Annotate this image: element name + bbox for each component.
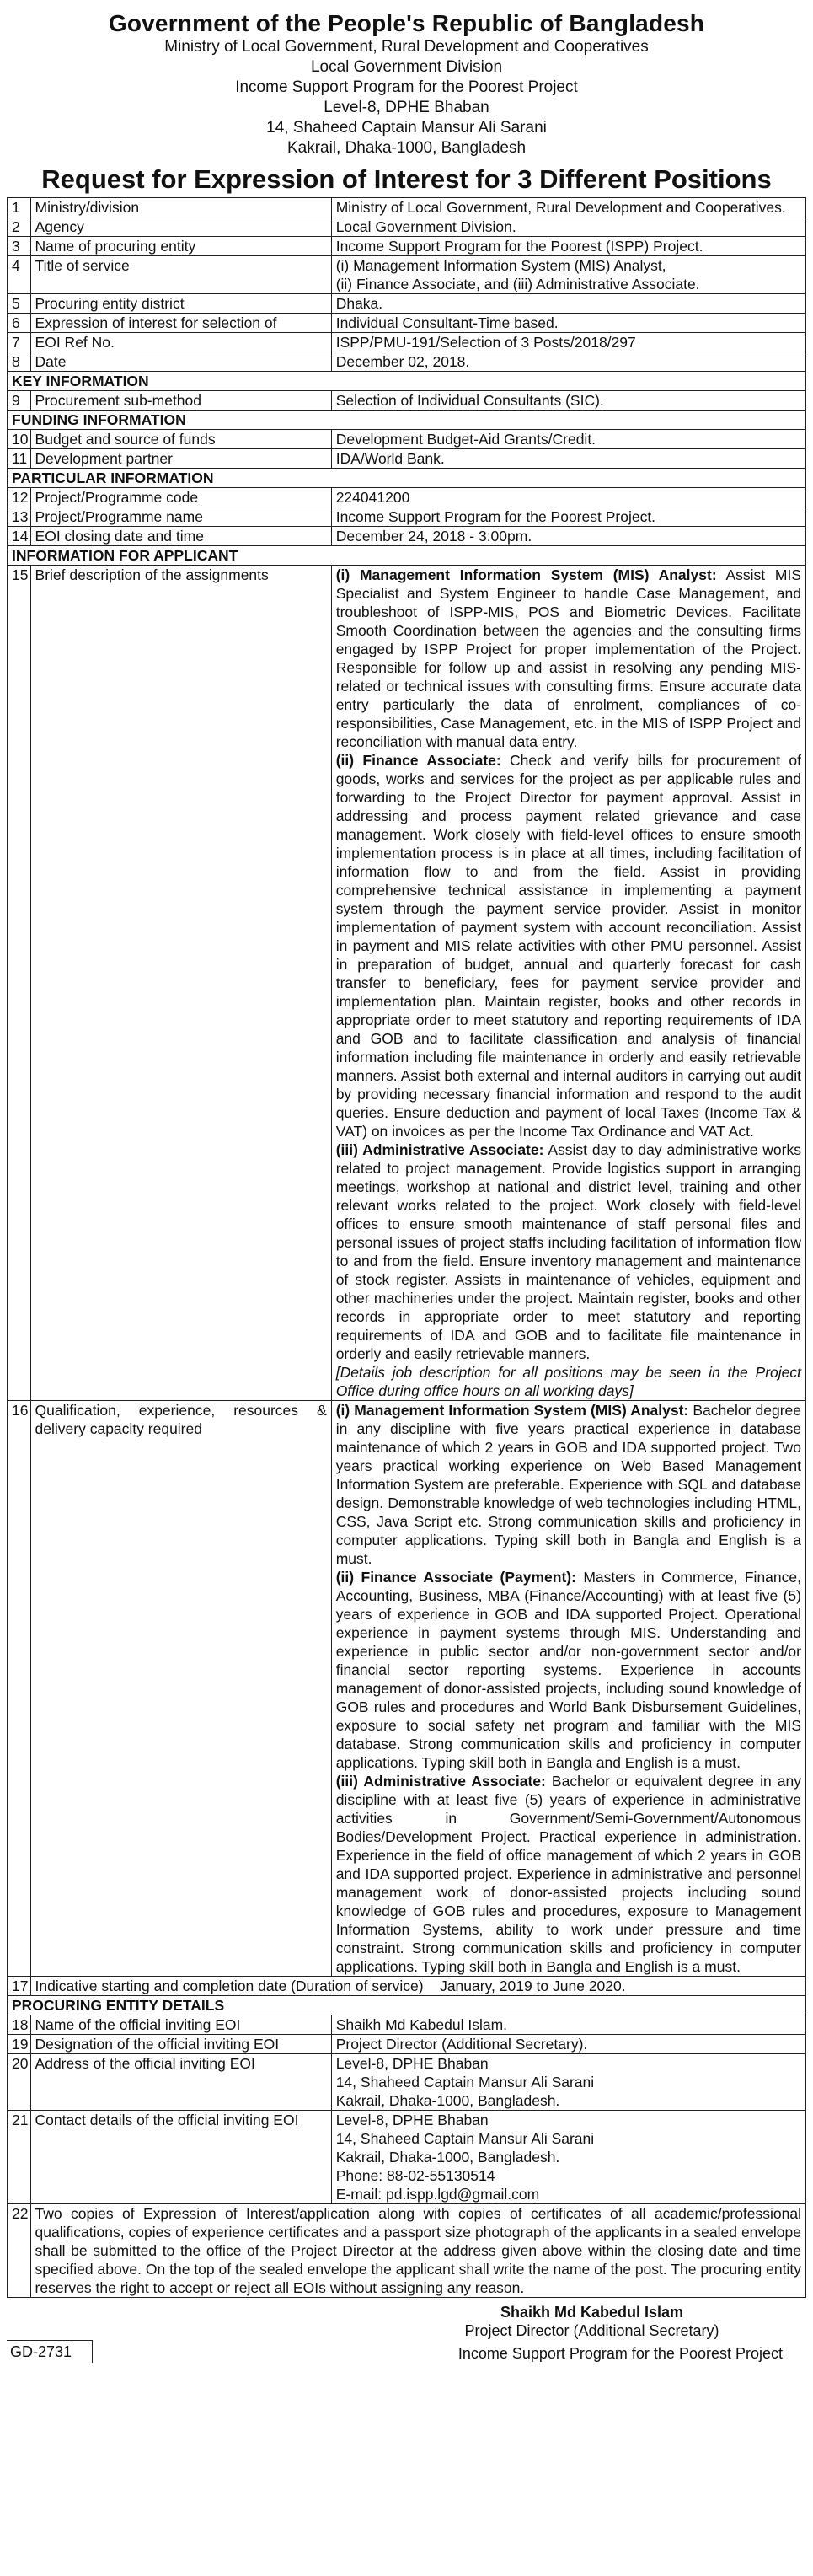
table-row <box>8 314 806 333</box>
ministry-line: Ministry of Local Government, Rural Development and Cooperatives <box>164 38 649 56</box>
row-value: 224041200 <box>331 488 805 507</box>
header <box>7 10 806 196</box>
row-value: Income Support Program for the Poorest (ISPP) Project. <box>331 237 805 256</box>
row-value: Shaikh Md Kabedul Islam. <box>331 2015 805 2035</box>
finance-associate-heading: (ii) Finance Associate (Payment): <box>335 1569 576 1586</box>
address-line: Kakrail, Dhaka-1000, Bangladesh. <box>335 2092 560 2109</box>
row-number: 2 <box>8 217 31 237</box>
row-label: Address of the official inviting EOI <box>30 2054 331 2111</box>
table-row <box>8 198 806 217</box>
project-line: Income Support Program for the Poorest Project <box>235 78 578 96</box>
signatory-project: Income Support Program for the Poorest Project <box>457 2345 783 2362</box>
section-header-row <box>8 546 806 566</box>
row-label: Brief description of the assignments <box>30 566 331 1401</box>
section-header-row <box>8 411 806 430</box>
table-row <box>8 237 806 256</box>
administrative-associate-qualification <box>336 1772 801 1976</box>
row-number: 21 <box>8 2111 31 2204</box>
service-title-line-2: (ii) Finance Associate, and (iii) Administrative Associate. <box>335 276 700 292</box>
row-label: Designation of the official inviting EOI <box>30 2035 331 2054</box>
mis-analyst-text: Bachelor degree in any discipline with five years practical experience in database maintenance of which 2 years in GOB and IDA supported project. Two years practical working experience on Web Based Management Information System are preferable. Experience with SQL and database design. Demonstrable knowledge of web technologies including HTML, CSS, Java Script etc. Strong communication skills and proficiency in computer applications. Typing skill both in Bangla and English is a must. <box>335 1402 801 1567</box>
section-information-for-applicant: INFORMATION FOR APPLICANT <box>8 546 806 566</box>
mis-analyst-text: Assist MIS Specialist and System Engineer to handle Case Management, and troubleshoot of ISPP-MIS, POS and Biometric Devices. Facilitate Smooth Coordination between the agencies and the consulting firms engaged by ISPP Project for proper implementation of the Project. Responsible for follow up and assist in resolving any pending MIS-related or technical issues with consulting firms. Ensure accurate data entry particularly the data of enrolment, compliances of co-responsibilities, Case Management, etc. in the MIS of ISPP Project and reconciliation with manual data entry. <box>335 566 801 750</box>
row-value: Ministry of Local Government, Rural Development and Cooperatives. <box>331 198 805 217</box>
table-row <box>8 391 806 411</box>
eoi-table <box>7 197 806 2298</box>
row-number: 11 <box>8 449 31 469</box>
row-number: 6 <box>8 314 31 333</box>
row-label: EOI closing date and time <box>30 527 331 546</box>
assignment-descriptions <box>331 566 805 1401</box>
row-label: Project/Programme name <box>30 507 331 527</box>
row-number: 13 <box>8 507 31 527</box>
signatory-designation: Project Director (Additional Secretary) <box>464 2322 719 2339</box>
address-line: 14, Shaheed Captain Mansur Ali Sarani <box>335 2074 595 2090</box>
row-label: Ministry/division <box>30 198 331 217</box>
row-label: Indicative starting and completion date (Duration of service) <box>35 1978 424 1994</box>
row-label: Development partner <box>30 449 331 469</box>
row-label: Qualification, experience, resources & delivery capacity required <box>30 1401 331 1977</box>
row-label: Expression of interest for selection of <box>30 314 331 333</box>
row-number: 5 <box>8 294 31 314</box>
row-number: 19 <box>8 2035 31 2054</box>
table-row <box>8 256 806 294</box>
page-title: Request for Expression of Interest for 3 Different Positions <box>41 164 772 194</box>
section-header-row <box>8 372 806 391</box>
row-value: Dhaka. <box>331 294 805 314</box>
table-row <box>8 1401 806 1977</box>
row-label: Procurement sub-method <box>30 391 331 411</box>
row-value: December 02, 2018. <box>331 352 805 372</box>
mis-analyst-heading: (i) Management Information System (MIS) Analyst: <box>335 566 717 583</box>
row-value: December 24, 2018 - 3:00pm. <box>331 527 805 546</box>
section-header-row <box>8 1996 806 2015</box>
administrative-associate-description <box>336 1140 801 1363</box>
row-number: 17 <box>8 1977 31 1996</box>
row-value: Project Director (Additional Secretary). <box>331 2035 805 2054</box>
service-title-line-1: (i) Management Information System (MIS) Analyst, <box>335 257 666 274</box>
row-number: 18 <box>8 2015 31 2035</box>
table-row <box>8 430 806 449</box>
section-header-row <box>8 469 806 488</box>
address-line: Kakrail, Dhaka-1000, Bangladesh. <box>335 2149 560 2165</box>
row-label: Name of the official inviting EOI <box>30 2015 331 2035</box>
duration-cell <box>30 1977 805 1996</box>
row-value: IDA/World Bank. <box>331 449 805 469</box>
row-number: 1 <box>8 198 31 217</box>
mis-analyst-qualification <box>336 1401 801 1568</box>
administrative-associate-text: Assist day to day administrative works related to project management. Provide logistics support in arranging meetings, workshop at national and district level, training and other relevant works related to the project. Work closely with field-level offices to ensure smooth maintenance of staff personal files and personal issues of project staffs including facilitation of information flow to and from the field. Ensure inventory management and maintenance of stock register. Assists in maintenance of vehicles, equipment and other machineries under the project. Maintain register, books and other records in appropriate order to meet statutory and reporting requirements of IDA and GOB and to facilitate file maintenance in orderly and easily retrievable manners. <box>335 1141 801 1362</box>
email-line: E-mail: pd.ispp.lgd@gmail.com <box>335 2186 540 2203</box>
official-contact <box>331 2111 805 2204</box>
row-label: EOI Ref No. <box>30 333 331 352</box>
row-number: 16 <box>8 1401 31 1977</box>
section-procuring-entity-details: PROCURING ENTITY DETAILS <box>8 1996 806 2015</box>
row-number: 7 <box>8 333 31 352</box>
table-row <box>8 2111 806 2204</box>
table-row <box>8 2054 806 2111</box>
finance-associate-description <box>336 751 801 1140</box>
table-row <box>8 352 806 372</box>
official-address <box>331 2054 805 2111</box>
signatory-name: Shaikh Md Kabedul Islam <box>500 2304 684 2321</box>
row-number: 8 <box>8 352 31 372</box>
finance-associate-text: Check and verify bills for procurement of goods, works and services for the project as per applicable rules and forwarding to the Project Director for payment approval. Assist in addressing and process payment related grievance and case management. Work closely with field-level offices to ensure smooth implementation process is in place at all times, including facilitation of information flow to and from the field. Assist in providing comprehensive technical assistance in implementing a payment system through the payment service provider. Assist in monitor implementation of payment system with account reconciliation. Assist in payment and MIS relate activities with other PMU personnel. Assist in preparation of budget, annual and quarterly forecast for cash transfer to beneficiary, fees for payment service provider and implementation plan. Maintain register, books and other records in appropriate order to meet statutory and reporting requirements of IDA and GOB and to facilitate classification and analysis of financial information including file maintenance in orderly and easily retrievable manners. Assist both external and internal auditors in carrying out audit by providing necessary financial information and respond to the audit queries. Ensure deduction and payment of local Taxes (Income Tax & VAT) on invoices as per the Income Tax Ordinance and VAT Act. <box>335 752 801 1140</box>
administrative-associate-heading: (iii) Administrative Associate: <box>335 1141 544 1158</box>
row-number: 12 <box>8 488 31 507</box>
row-number: 3 <box>8 237 31 256</box>
row-value: ISPP/PMU-191/Selection of 3 Posts/2018/297 <box>331 333 805 352</box>
row-label: Title of service <box>30 256 331 294</box>
row-number: 22 <box>8 2204 31 2298</box>
row-number: 15 <box>8 566 31 1401</box>
job-description-note: [Details job description for all positions may be seen in the Project Office during office hours on all working days] <box>335 1364 801 1399</box>
table-row <box>8 488 806 507</box>
finance-associate-text: Masters in Commerce, Finance, Accounting, Business, MBA (Finance/Accounting) with at least five (5) years of experience in GOB and IDA supported Project. Operational experience in payment systems through MIS. Understanding and experience in public sector and/or non-government sector and/or financial sector reporting systems. Experience in accounts management of donor-assisted projects, including sound knowledge of GOB rules and procedures and World Bank Disbursement Guidelines, exposure to social safety net program and familiar with the MIS database. Strong communication skills and proficiency in computer applications. Typing skill both in Bangla and English is a must. <box>335 1569 801 1771</box>
row-value: Development Budget-Aid Grants/Credit. <box>331 430 805 449</box>
section-funding-information: FUNDING INFORMATION <box>8 411 806 430</box>
row-value <box>331 256 805 294</box>
address-line: 14, Shaheed Captain Mansur Ali Sarani <box>335 2130 595 2147</box>
submission-instructions: Two copies of Expression of Interest/application along with copies of certificates of all academic/professional qualifications, copies of experience certificates and a passport size photograph of the applicants in a sealed envelope shall be submitted to the office of the Project Director at the address given above within the closing date and time specified above. On the top of the sealed envelope the applicant shall write the name of the post. The procuring entity reserves the right to accept or reject all EOIs without assigning any reason. <box>30 2204 805 2298</box>
table-row <box>8 566 806 1401</box>
address-line: Level-8, DPHE Bhaban <box>335 2055 489 2072</box>
advertisement-page <box>0 10 813 2576</box>
row-label: Date <box>30 352 331 372</box>
row-number: 20 <box>8 2054 31 2111</box>
finance-associate-heading: (ii) Finance Associate: <box>335 752 501 769</box>
address-line: Level-8, DPHE Bhaban <box>335 2112 489 2128</box>
address-street-line: 14, Shaheed Captain Mansur Ali Sarani <box>266 119 547 137</box>
table-row <box>8 449 806 469</box>
table-row <box>8 527 806 546</box>
table-row <box>8 2204 806 2298</box>
phone-line: Phone: 88-02-55130514 <box>335 2167 495 2184</box>
footer-row <box>7 2340 806 2363</box>
row-number: 4 <box>8 256 31 294</box>
row-number: 9 <box>8 391 31 411</box>
table-row <box>8 333 806 352</box>
division-line: Local Government Division <box>310 58 503 76</box>
section-particular-information: PARTICULAR INFORMATION <box>8 469 806 488</box>
administrative-associate-text: Bachelor or equivalent degree in any discipline with at least five (5) years of experience in administrative activities in Government/Semi-Government/Autonomous Bodies/Development Project. Practical experience in administration. Experience in the field of office management of which 2 years in GOB and IDA supported project. Experience in administrative and personnel management work of donor-assisted projects including sound knowledge of GOB rules and procedures, exposure to Management Information Systems, ability to work under pressure and time constraint. Strong communication skills and proficiency in computer applications. Typing skill both in Bangla and English is a must. <box>335 1773 801 1975</box>
row-value: Local Government Division. <box>331 217 805 237</box>
row-label: Agency <box>30 217 331 237</box>
ad-code: GD-2731 <box>7 2340 93 2363</box>
address-city-line: Kakrail, Dhaka-1000, Bangladesh <box>286 139 527 157</box>
row-label: Contact details of the official inviting EOI <box>30 2111 331 2204</box>
table-row <box>8 217 806 237</box>
qualification-requirements <box>331 1401 805 1977</box>
table-row <box>8 507 806 527</box>
row-value: Selection of Individual Consultants (SIC). <box>331 391 805 411</box>
address-level-line: Level-8, DPHE Bhaban <box>324 99 489 116</box>
table-row <box>8 2015 806 2035</box>
government-title: Government of the People's Republic of Bangladesh <box>108 10 705 36</box>
table-row <box>8 2035 806 2054</box>
row-label: Procuring entity district <box>30 294 331 314</box>
mis-analyst-heading: (i) Management Information System (MIS) Analyst: <box>335 1402 689 1419</box>
row-value: Income Support Program for the Poorest Project. <box>331 507 805 527</box>
row-value: January, 2019 to June 2020. <box>440 1978 626 1994</box>
administrative-associate-heading: (iii) Administrative Associate: <box>335 1773 546 1790</box>
row-number: 10 <box>8 430 31 449</box>
signature-block <box>377 2303 806 2340</box>
row-label: Project/Programme code <box>30 488 331 507</box>
finance-associate-qualification <box>336 1568 801 1772</box>
row-label: Budget and source of funds <box>30 430 331 449</box>
table-row <box>8 1977 806 1996</box>
mis-analyst-description <box>336 566 801 751</box>
row-value: Individual Consultant-Time based. <box>331 314 805 333</box>
row-label: Name of procuring entity <box>30 237 331 256</box>
section-key-information: KEY INFORMATION <box>8 372 806 391</box>
table-row <box>8 294 806 314</box>
row-number: 14 <box>8 527 31 546</box>
